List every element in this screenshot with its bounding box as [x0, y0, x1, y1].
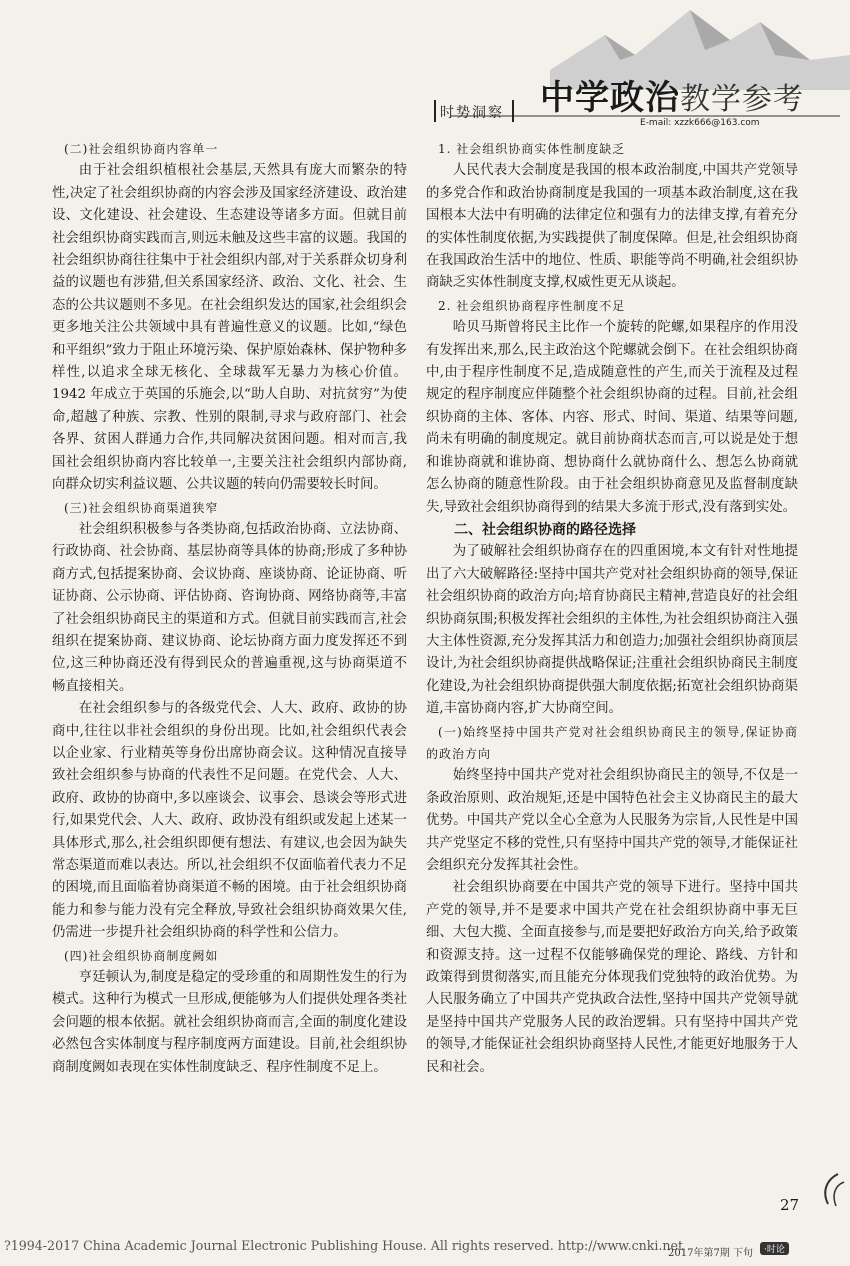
journal-email: E-mail: xzzk666@163.com — [640, 118, 760, 128]
paragraph: 社会组织协商要在中国共产党的领导下进行。坚持中国共产党的领导,并不是要求中国共产党在社会组织协商中事无巨细、大包大揽、全面直接参与,而是要把好政治方向关,给予政策和资源支持。这一过程不仅能够确保党的理论、路线、方针和政策得到贯彻落实,而且能充分体现我们党独特的政治优势。为人民服务确立了中国共产党执政合法性,坚持中国共产党领导就是坚持中国共产党服务人民的政治逻辑。只有坚持中国共产党的领导,才能保证社会组织协商坚持人民性,才能更好地服务于人民和社会。 — [426, 880, 798, 1075]
paragraph: 人民代表大会制度是我国的根本政治制度,中国共产党领导的多党合作和政治协商制度是我国的一项基本政治制度,这在我国根本大法中有明确的法律定位和强有力的法律支撑,有着充分的实体性制度依据,为实践提供了制度保障。但是,社会组织协商在我国政治生活中的地位、性质、职能等尚不明确,社会组织协商缺乏实体性制度支撑,权威性更无从谈起。 — [426, 163, 798, 291]
issue-chip: ·时论 — [760, 1242, 789, 1255]
journal-title-main: 中学政治 — [540, 78, 680, 118]
section-heading: 二、社会组织协商的路径选择 — [454, 521, 636, 538]
section-heading: 1. 社会组织协商实体性制度缺乏 — [438, 142, 626, 156]
journal-title-sub: 教学参考 — [680, 82, 804, 117]
paragraph: 哈贝马斯曾将民主比作一个旋转的陀螺,如果程序的作用没有发挥出来,那么,民主政治这个陀螺就会倒下。在社会组织协商中,由于程序性制度不足,造成随意性的产生,而关于流程及过程规定的程序制度应伴随整个社会组织协商的过程。目前,社会组织协商的主体、客体、内容、形式、时间、渠道、结果等问题,尚未有明确的制度规定。就目前协商状态而言,可以说是处于想和谁协商就和谁协商、想协商什么就协商什么、想怎么协商就怎么协商的随意性阶段。由于社会组织协商意见及监督制度缺失,导致社会组织协商得到的结果大多流于形式,没有落到实处。 — [426, 320, 798, 515]
section-heading: (二)社会组织协商内容单一 — [64, 142, 219, 156]
section-heading: 2. 社会组织协商程序性制度不足 — [438, 298, 626, 313]
paragraph: 为了破解社会组织协商存在的四重困境,本文有针对性地提出了六大破解路径:坚持中国共产党对社会组织协商的领导,保证社会组织协商的政治方向;培育协商民主精神,营造良好的社会组织协商氛围;积极发挥社会组织的主体性,为社会组织协商注入强大主体性资源,充分发挥其活力和创造力;加强社会组织协商顶层设计,为社会组织协商提供战略保证;注重社会组织协商民主制度化建设,为社会组织协商提供强大制度依据;拓宽社会组织协商渠道,丰富协商内容,扩大协商空间。 — [426, 544, 798, 717]
issue-label: 2017年第7期 下旬 — [668, 1248, 753, 1259]
journal-title — [540, 70, 804, 119]
section-heading: (一)始终坚持中国共产党对社会组织协商民主的领导,保证协商的政治方向 — [426, 724, 798, 761]
left-column — [52, 138, 407, 1079]
paragraph: 在社会组织参与的各级党代会、人大、政府、政协的协商中,往往以非社会组织的身份出现。比如,社会组织代表会以企业家、行业精英等身份出席协商会议。这种情况直接导致社会组织参与协商的代表性不足问题。在党代会、人大、政府、政协的协商中,多以座谈会、议事会、恳谈会等形式进行,如果党代会、人大、政府、政协没有组织或发起上述某一具体形式,那么,社会组织即便有想法、有建议,也会因为缺失常态渠道而难以表达。所以,社会组织不仅面临着代表力不足的困境,而且面临着协商渠道不畅的困境。由于社会组织协商能力和参与能力没有完全释放,导致社会组织协商效果欠佳,仍需进一步提升社会组织协商的科学性和公信力。 — [52, 701, 407, 941]
page-header — [0, 0, 850, 140]
paragraph: 社会组织积极参与各类协商,包括政治协商、立法协商、行政协商、社会协商、基层协商等具体的协商;形成了多种协商方式,包括提案协商、会议协商、座谈协商、论证协商、听证协商、公示协商、评估协商、咨询协商、网络协商等,丰富了社会组织协商民主的渠道和方式。但就目前实践而言,社会组织在提案协商、建议协商、论坛协商方面力度发挥还不到位,这三种协商还没有得到民众的普遍重视,这与协商渠道不畅直接相关。 — [52, 521, 407, 694]
paragraph: 始终坚持中国共产党对社会组织协商民主的领导,不仅是一条政治原则、政治规矩,还是中国特色社会主义协商民主的最大优势。中国共产党以全心全意为人民服务为宗旨,人民性是中国共产党坚定不移的党性,只有坚持中国共产党的领导,才能保证社会组织充分发挥其社会性。 — [426, 768, 798, 873]
paragraph: 亨廷顿认为,制度是稳定的受珍重的和周期性发生的行为模式。这种行为模式一旦形成,便能够为人们提供处理各类社会问题的根本依据。就社会组织协商而言,全面的制度化建设必然包含实体制度与程序制度两方面建设。目前,社会组织协商制度阙如表现在实体性制度缺乏、程序性制度不足上。 — [52, 970, 407, 1075]
paragraph: 由于社会组织植根社会基层,天然具有庞大而繁杂的特性,决定了社会组织协商的内容会涉及国家经济建设、政治建设、文化建设、社会建设、生态建设等诸多方面。但就目前社会组织协商实践而言,则远未触及这些丰富的议题。我国的社会组织协商往往集中于社会组织内部,对于关系群众切身利益的议题也有涉猎,但关系国家经济、政治、文化、社会、生态的公共议题则不多见。在社会组织发达的国家,社会组织会更多地关注公共领域中具有普遍性意义的议题。比如,“绿色和平组织”致力于阻止环境污染、保护原始森林、保护物种多样性,以追求全球无核化、全球裁军无暴力为核心价值。1942 年成立于英国的乐施会,以“助人自助、对抗贫穷”为使命,超越了种族、宗教、性别的限制,寻求与政府部门、社会各界、贫困人群通力合作,共同解决贫困问题。相对而言,我国社会组织协商内容比较单一,主要关注社会组织内部协商,向群众切实利益议题、公共议题的转向仍需要较长时间。 — [52, 163, 407, 493]
right-column — [426, 138, 798, 1079]
section-label: 时势洞察 — [440, 102, 504, 122]
section-heading: (三)社会组织协商渠道狭窄 — [64, 500, 219, 515]
decorative-swirl-icon — [808, 1170, 846, 1210]
page-number: 27 — [780, 1196, 800, 1214]
section-heading: (四)社会组织协商制度阙如 — [64, 948, 219, 963]
copyright-footer: ?1994-2017 China Academic Journal Electronic Publishing House. All rights reserved. http://www.cnki.net — [4, 1238, 684, 1253]
